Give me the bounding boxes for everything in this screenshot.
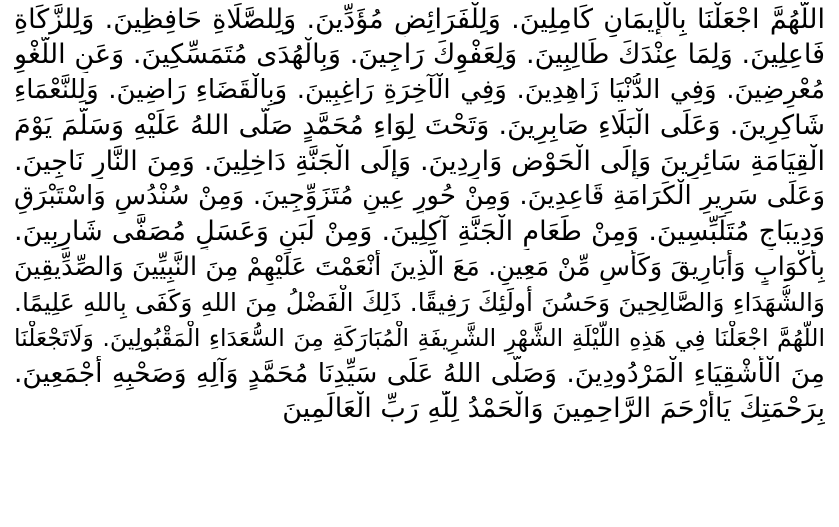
text-line-8: بِأَكْوَابٍ وَأَبَارِيقَ وَكَأْسٍ مِّنْ مَعِينٍ. مَعَ الَّذِينَ أَنْعَمْتَ عَلَيْهِمْ مِنَ النَّبِيِّينَ وَالصِّدِّيقِينَ: [14, 251, 825, 282]
text-line-9: وَالشُّهَدَاءِ وَالصَّالِحِينَ وَحَسُنَ أُولَئِكَ رَفِيقًا. ذَلِكَ الْفَضْلُ مِنَ اللهِ وَكَفَى بِاللهِ عَلِيمًا.: [14, 288, 825, 318]
text-line-1: اللَّهُمَّ اجْعَلْنَا بِالْإِيمَانِ كَامِلِينَ. وَلِلْفَرَائِضِ مُؤَدِّينَ. وَلِلصَّلَاةِ حَافِظِينَ. وَلِلزَّكَاةِ: [14, 4, 825, 35]
text-line-11: مِنَ الْأَشْقِيَاءِ الْمَرْدُودِينَ. وَصَلَّى اللهُ عَلَى سَيِّدِنَا مُحَمَّدٍ وَآلِهِ وَصَحْبِهِ أَجْمَعِينَ.: [14, 357, 825, 389]
text-line-10: اللَّهُمَّ اجْعَلْنَا فِي هَذِهِ اللَّيْلَةِ الشَّهْرِ الشَّرِيفَةِ الْمُبَارَكَةِ مِنَ السُّعَدَاءِ الْمَقْبُولِينَ. وَلَاتَجْعَلْنَا: [14, 323, 825, 352]
text-line-3: مُعْرِضِينَ. وَفِي الدُّنْيَا زَاهِدِينَ. وَفِي الْآخِرَةِ رَاغِبِينَ. وَبِالْقَضَاءِ رَاضِينَ. وَلِلنَّعْمَاءِ: [14, 74, 825, 105]
text-line-7: وَدِيبَاجٍ مُتَلَبِّسِينَ. وَمِنْ طَعَامِ الْجَنَّةِ آكِلِينَ. وَمِنْ لَبَنٍ وَعَسَلٍ مُصَفًّى شَارِبِينَ.: [14, 216, 825, 248]
text-line-5: الْقِيَامَةِ سَائِرِينَ وَإِلَى الْحَوْضِ وَارِدِينَ. وَإِلَى الْجَنَّةِ دَاخِلِينَ. وَمِنَ النَّارِ نَاجِينَ.: [14, 145, 825, 177]
text-line-6: وَعَلَى سَرِيرِ الْكَرَامَةِ قَاعِدِينَ. وَمِنْ حُورٍ عِينٍ مُتَزَوِّجِينَ. وَمِنْ سُنْدُسٍ وَاسْتَبْرَقٍ: [14, 180, 825, 211]
arabic-prayer-text: [14, 2, 825, 427]
text-line-4: شَاكِرِينَ. وَعَلَى الْبَلَاءِ صَابِرِينَ. وَتَحْتَ لِوَاءِ مُحَمَّدٍ صَلَّى اللهُ عَلَيْهِ وَسَلَّمَ يَوْمَ: [14, 110, 825, 142]
text-line-12: بِرَحْمَتِكَ يَاأَرْحَمَ الرَّاحِمِينَ وَالْحَمْدُ لِلّٰهِ رَبِّ الْعَالَمِينَ: [282, 393, 825, 425]
text-line-2: فَاعِلِينَ. وَلِمَا عِنْدَكَ طَالِبِينَ. وَلِعَفْوِكَ رَاجِينَ. وَبِالْهُدَى مُتَمَسِّكِينَ. وَعَنِ اللَّغْوِ: [14, 39, 825, 71]
